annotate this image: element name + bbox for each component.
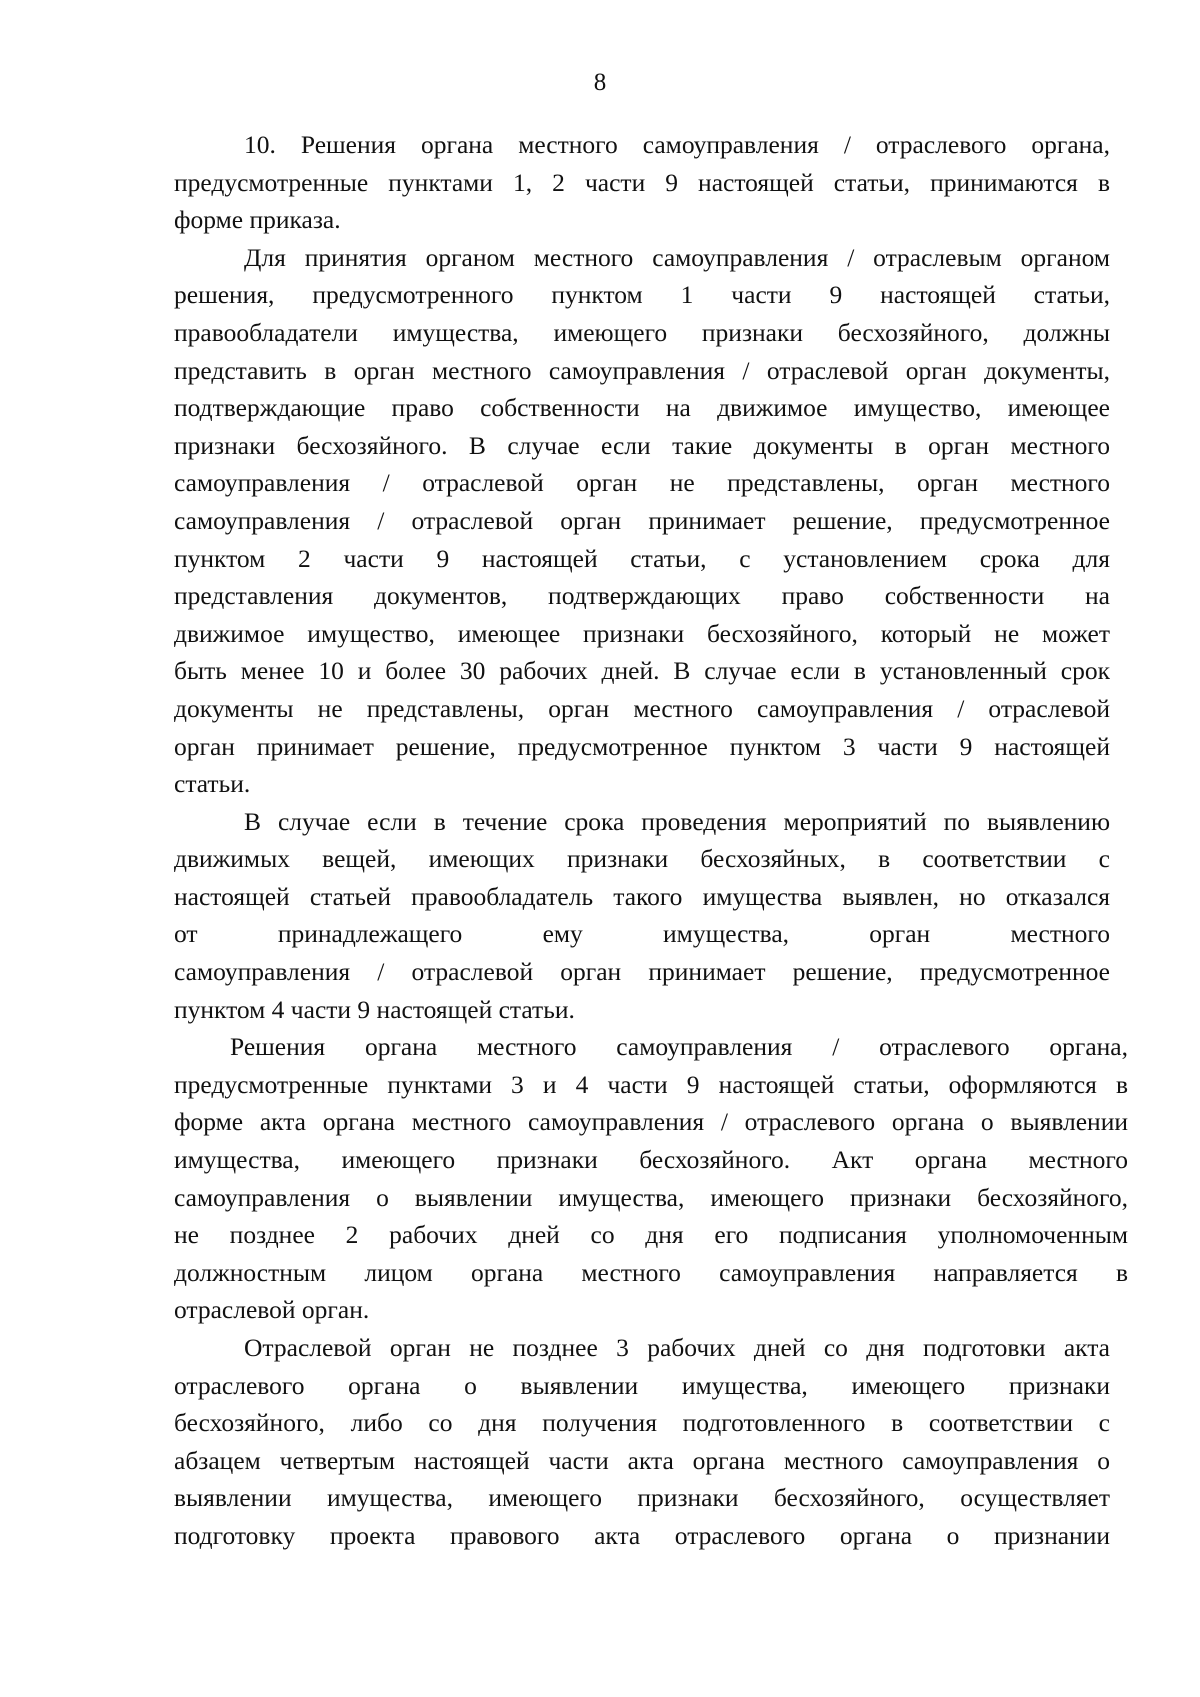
text-line: форме акта органа местного самоуправления / отраслевого органа о выявлении: [174, 1107, 1128, 1137]
text-line: самоуправления о выявлении имущества, имеющего признаки бесхозяйного,: [174, 1182, 1128, 1212]
text-line: В случае если в течение срока проведения мероприятий по выявлению: [244, 806, 1110, 836]
paragraph-3: [174, 803, 1110, 1029]
text-line: пунктом 2 части 9 настоящей статьи, с установлением срока для: [174, 543, 1110, 573]
text-line: форме приказа.: [174, 205, 341, 235]
text-line: не позднее 2 рабочих дней со дня его подписания уполномоченным: [174, 1220, 1128, 1250]
paragraph-4: [174, 1028, 1128, 1329]
text-line: предусмотренные пунктами 1, 2 части 9 настоящей статьи, принимаются в: [174, 167, 1110, 197]
text-line: выявлении имущества, имеющего признаки бесхозяйного, осуществляет: [174, 1483, 1110, 1513]
text-line: признаки бесхозяйного. В случае если такие документы в орган местного: [174, 430, 1110, 460]
text-line: правообладатели имущества, имеющего признаки бесхозяйного, должны: [174, 317, 1110, 347]
text-line: самоуправления / отраслевой орган принимает решение, предусмотренное: [174, 957, 1110, 987]
text-line: пунктом 4 части 9 настоящей статьи.: [174, 994, 575, 1024]
text-line: подготовку проекта правового акта отраслевого органа о признании: [174, 1520, 1110, 1550]
text-line: представления документов, подтверждающих право собственности на: [174, 581, 1110, 611]
text-line: от принадлежащего ему имущества, орган местного: [174, 919, 1110, 949]
text-line: подтверждающие право собственности на движимое имущество, имеющее: [174, 393, 1110, 423]
text-line: решения, предусмотренного пунктом 1 части 9 настоящей статьи,: [174, 280, 1110, 310]
paragraph-1: [174, 126, 1110, 239]
text-line: самоуправления / отраслевой орган принимает решение, предусмотренное: [174, 505, 1110, 535]
text-line: 10. Решения органа местного самоуправления / отраслевого органа,: [244, 130, 1110, 159]
text-line: имущества, имеющего признаки бесхозяйного. Акт органа местного: [174, 1145, 1128, 1175]
text-line: статьи.: [174, 769, 251, 799]
text-line: представить в орган местного самоуправления / отраслевой орган документы,: [174, 355, 1110, 385]
page-number: 8: [593, 69, 607, 96]
text-line: орган принимает решение, предусмотренное пунктом 3 части 9 настоящей: [174, 731, 1110, 761]
text-line: движимых вещей, имеющих признаки бесхозяйных, в соответствии с: [174, 844, 1110, 874]
text-line: абзацем четвертым настоящей части акта органа местного самоуправления о: [174, 1445, 1110, 1475]
paragraph-5: [174, 1329, 1110, 1555]
document-body: [174, 126, 1128, 1555]
text-line: самоуправления / отраслевой орган не представлены, орган местного: [174, 468, 1110, 498]
text-line: документы не представлены, орган местного самоуправления / отраслевой: [174, 693, 1110, 723]
text-line: отраслевой орган.: [174, 1295, 370, 1325]
text-line: Для принятия органом местного самоуправления / отраслевым органом: [244, 242, 1110, 272]
text-line: быть менее 10 и более 30 рабочих дней. В случае если в установленный срок: [174, 656, 1110, 686]
text-line: отраслевого органа о выявлении имущества, имеющего признаки: [174, 1370, 1110, 1400]
text-line: бесхозяйного, либо со дня получения подготовленного в соответствии с: [174, 1408, 1110, 1438]
paragraph-2: [174, 239, 1110, 803]
text-line: Отраслевой орган не позднее 3 рабочих дней со дня подготовки акта: [244, 1333, 1110, 1362]
text-line: должностным лицом органа местного самоуправления направляется в: [174, 1257, 1128, 1287]
text-line: предусмотренные пунктами 3 и 4 части 9 настоящей статьи, оформляются в: [174, 1069, 1128, 1099]
text-line: движимое имущество, имеющее признаки бесхозяйного, который не может: [174, 618, 1110, 648]
text-line: Решения органа местного самоуправления / отраслевого органа,: [230, 1032, 1128, 1062]
text-line: настоящей статьей правообладатель такого имущества выявлен, но отказался: [174, 881, 1110, 911]
